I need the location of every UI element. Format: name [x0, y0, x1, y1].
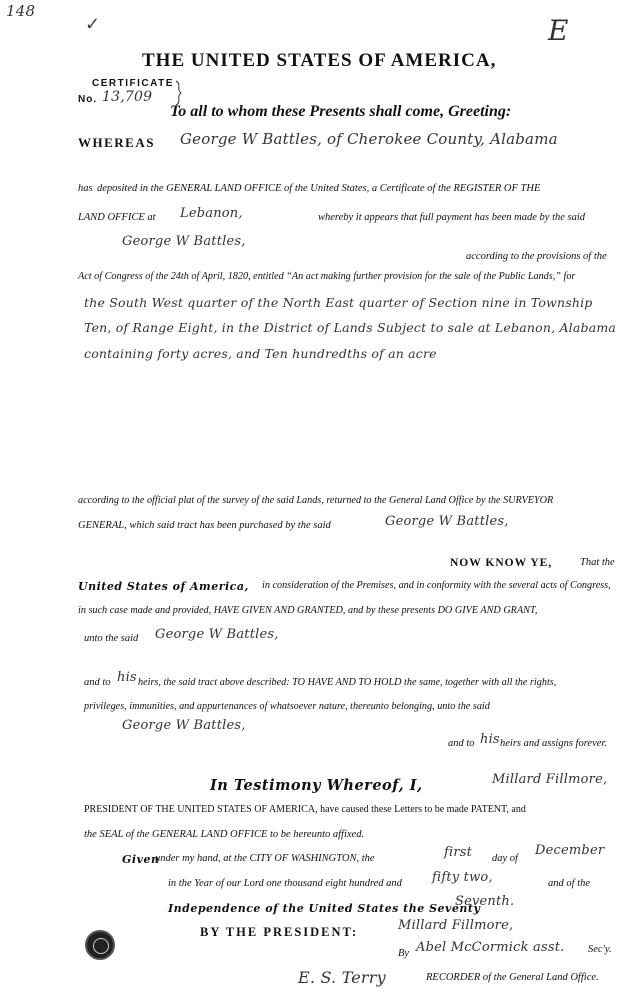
united-states-gothic: United States of America, [78, 580, 249, 593]
given-text: under my hand, at the CITY OF WASHINGTON, the [155, 853, 375, 864]
whereby-text: whereby it appears that full payment has been made by the said [318, 212, 586, 223]
land-office-value: Lebanon, [180, 206, 243, 221]
president-name: Millard Fillmore, [492, 772, 608, 787]
testimony-text-2: the SEAL of the GENERAL LAND OFFICE to be hereunto affixed. [84, 829, 365, 840]
act-text: Act of Congress of the 24th of April, 1820, entitled “An act making further provision for the sale of the Public Lands,” for [78, 271, 576, 282]
testimony-text-1: PRESIDENT OF THE UNITED STATES OF AMERICA, have caused these Letters to be made PATENT, and [84, 804, 526, 815]
now-know-rest: That the [580, 557, 615, 568]
page-number: 148 [6, 2, 36, 20]
certificate-number: 13,709 [102, 89, 153, 105]
and-to-end: and to [448, 738, 475, 749]
unto-label: unto the said [84, 633, 139, 644]
whereas-label: WHEREAS [78, 135, 155, 150]
land-office-label: LAND OFFICE at [78, 212, 156, 223]
given-day: first [444, 845, 473, 860]
independence-text: Independence of the United States the Seventy [168, 902, 481, 915]
recorder-label: RECORDER of the General Land Office. [426, 972, 599, 983]
recorder-signature: E. S. Terry [298, 968, 386, 987]
consideration-text-1: in consideration of the Premises, and in conformity with the several acts of Congress, [262, 580, 611, 591]
secy-label: Sec'y. [588, 944, 612, 955]
secretary-signature: Abel McCormick asst. [416, 940, 565, 955]
general-land-office-seal [85, 930, 115, 960]
his-word-end: his [480, 732, 500, 747]
grantee-name: George W Battles, of Cherokee County, Alabama [180, 130, 558, 148]
day-of-text: day of [492, 853, 518, 864]
given-year: fifty two, [432, 870, 493, 885]
description-line-2: Ten, of Range Eight, in the District of Lands Subject to sale at Lebanon, Alabama [84, 320, 617, 335]
and-of-text: and of the [548, 878, 590, 889]
president-signature: Millard Fillmore, [398, 918, 514, 933]
certificate-no-label: No. [78, 94, 98, 105]
independence-year: Seventh. [455, 894, 515, 909]
consideration-text-2: in such case made and provided, HAVE GIVEN AND GRANTED, and by these presents DO GIVE AND GRANT, [78, 605, 538, 616]
provisions-text: according to the provisions of the [466, 251, 607, 262]
description-line-1: the South West quarter of the North East quarter of Section nine in Township [84, 295, 593, 310]
deposit-text: deposited in the GENERAL LAND OFFICE of the United States, a Certificate of the REGISTER OF THE [97, 183, 541, 194]
corner-mark: E [548, 14, 569, 47]
document-title: THE UNITED STATES OF AMERICA, [142, 50, 497, 71]
tick-mark: ✓ [85, 14, 101, 34]
grantee-name-2: George W Battles, [122, 234, 246, 249]
year-text: in the Year of our Lord one thousand eight hundred and [168, 878, 402, 889]
by-label: By [398, 948, 410, 959]
given-month: December [535, 843, 605, 858]
now-know-label: NOW KNOW YE, [450, 557, 553, 569]
grantee-name-4: George W Battles, [155, 627, 279, 642]
testimony-label: In Testimony Whereof, I, [210, 777, 423, 794]
grantee-name-3: George W Battles, [385, 514, 509, 529]
his-word: his [117, 670, 137, 685]
general-text: GENERAL, which said tract has been purchased by the said [78, 520, 331, 531]
plat-text: according to the official plat of the survey of the said Lands, returned to the General Land Office by the SURVEYOR [78, 495, 554, 506]
grantee-name-5: George W Battles, [122, 718, 246, 733]
forever-text: heirs and assigns forever. [500, 738, 607, 749]
greeting: To all to whom these Presents shall come, Greeting: [170, 103, 512, 120]
certificate-label: CERTIFICATE [92, 78, 174, 89]
heirs-text-2: privileges, immunities, and appurtenances of whatsoever nature, thereunto belonging, unto the said [84, 701, 490, 712]
heirs-text-1: heirs, the said tract above described: TO HAVE AND TO HOLD the same, together with all the rights, [138, 677, 557, 688]
given-label: Given [122, 853, 160, 866]
description-line-3: containing forty acres, and Ten hundredths of an acre [84, 346, 437, 361]
has-word: has [78, 183, 93, 194]
and-to-label: and to [84, 677, 111, 688]
by-president-label: BY THE PRESIDENT: [200, 925, 359, 939]
